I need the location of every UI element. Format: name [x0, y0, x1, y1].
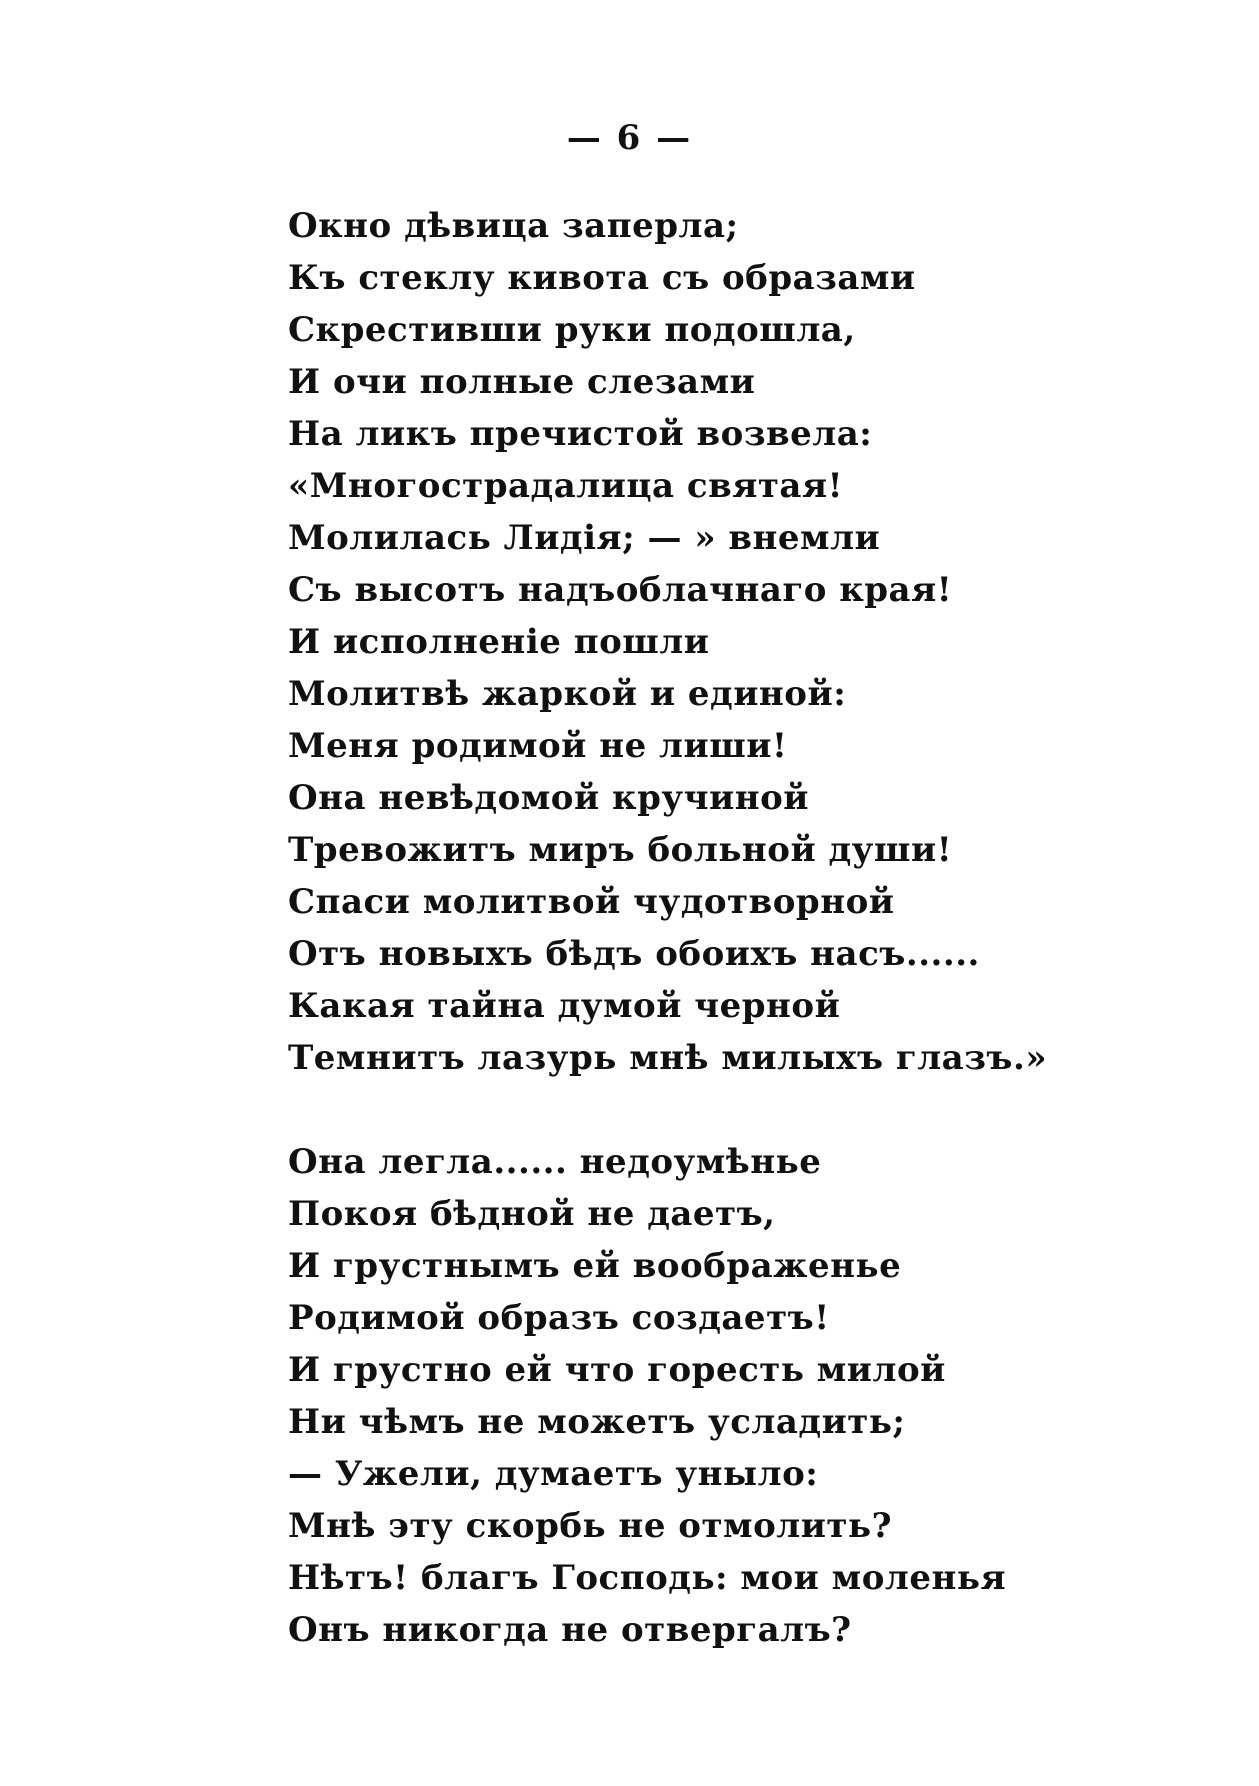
- verse-line: И грустно ей что горесть милой: [288, 1350, 946, 1390]
- verse-line: И очи полные слезами: [288, 362, 756, 402]
- verse-line: Мнѣ эту скорбь не отмолить?: [288, 1506, 893, 1546]
- verse-line: Къ стеклу кивота съ образами: [288, 258, 916, 298]
- verse-line: Молитвѣ жаркой и единой:: [288, 674, 847, 714]
- verse-line: Отъ новыхъ бѣдъ обоихъ насъ......: [288, 934, 980, 974]
- verse-line: Скрестивши руки подошла,: [288, 310, 856, 350]
- verse-line: Ни чѣмъ не можетъ усладить;: [288, 1402, 906, 1442]
- verse-line: И грустнымъ ей воображенье: [288, 1246, 902, 1286]
- verse-line: Какая тайна думой черной: [288, 986, 841, 1026]
- verse-line: Она легла...... недоумѣнье: [288, 1142, 822, 1182]
- verse-line: «Многострадалица святая!: [288, 466, 843, 506]
- verse-line: Покоя бѣдной не даетъ,: [288, 1194, 776, 1234]
- verse-line: Окно дѣвица заперла;: [288, 206, 739, 246]
- stanza-1: [288, 200, 1228, 1084]
- stanza-2: [288, 1136, 1228, 1656]
- verse-line: Тревожитъ миръ больной души!: [288, 830, 953, 870]
- verse-line: Онъ никогда не отвергалъ?: [288, 1610, 852, 1650]
- verse-line: Меня родимой не лиши!: [288, 726, 788, 766]
- verse-line: И исполненіе пошли: [288, 622, 710, 662]
- verse-line: — Ужели, думаетъ уныло:: [288, 1454, 819, 1494]
- verse-line: Съ высотъ надъоблачнаго края!: [288, 570, 953, 610]
- verse-line: Молилась Лидія; — » внемли: [288, 518, 881, 558]
- page-number: — 6 —: [566, 118, 693, 158]
- verse-line: Спаси молитвой чудотворной: [288, 882, 895, 922]
- verse-line: Нѣтъ! благъ Господь: мои моленья: [288, 1558, 1007, 1598]
- verse-line: Родимой образъ создаетъ!: [288, 1298, 830, 1338]
- verse-line: Темнитъ лазурь мнѣ милыхъ глазъ.»: [288, 1038, 1048, 1078]
- verse-line: Она невѣдомой кручиной: [288, 778, 809, 818]
- verse-line: На ликъ пречистой возвела:: [288, 414, 873, 454]
